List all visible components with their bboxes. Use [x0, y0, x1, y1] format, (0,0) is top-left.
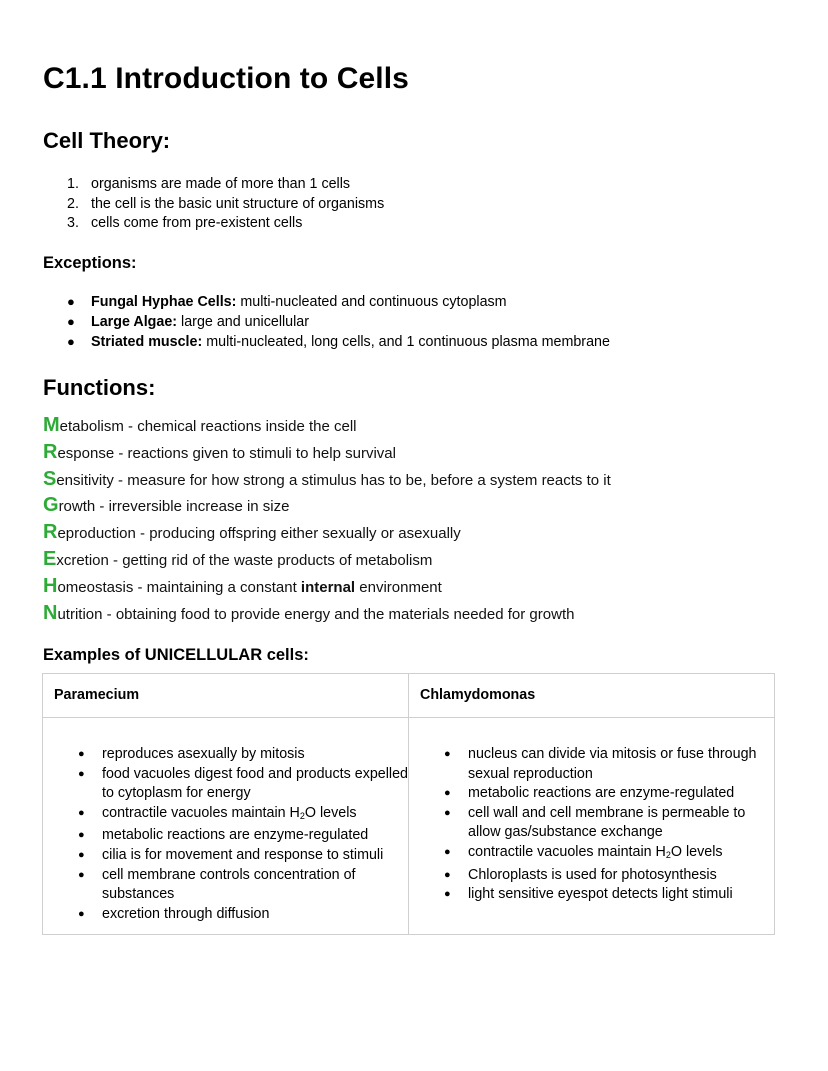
functions-heading: Functions: [43, 375, 156, 400]
list-item: ● metabolic reactions are enzyme-regulated [78, 826, 408, 846]
list-item: ● contractile vacuoles maintain $H_2O$ levels [444, 843, 774, 866]
list-item: ● Fungal Hyphae Cells: multi-nucleated and continuous cytoplasm [67, 294, 507, 310]
function-item: Excretion - getting rid of the waste products of metabolism [43, 547, 433, 570]
list-item: ● cell membrane controls concentration of substances [78, 866, 408, 905]
exceptions-heading: Exceptions: [43, 254, 137, 272]
chlamydomonas-list [409, 745, 774, 905]
list-item: ● food vacuoles digest food and products expelled to cytoplasm for energy [78, 765, 408, 804]
list-item: 3. cells come from pre-existent cells [67, 215, 303, 232]
cell-theory-heading: Cell Theory: [43, 128, 171, 153]
function-item: Nutrition - obtaining food to provide energy and the materials needed for growth [43, 601, 575, 624]
function-item: Metabolism - chemical reactions inside the cell [43, 414, 357, 436]
function-item: Homeostasis - maintaining a constant internal environment [43, 574, 442, 597]
table-header-paramecium: Paramecium [43, 674, 409, 718]
list-item: ● metabolic reactions are enzyme-regulated [444, 784, 774, 804]
list-item: ● cilia is for movement and response to stimuli [78, 846, 408, 866]
list-item: ● excretion through diffusion [78, 905, 408, 925]
functions-list [43, 413, 611, 627]
function-item: Growth - irreversible increase in size [43, 494, 290, 517]
list-item: ● nucleus can divide via mitosis or fuse through sexual reproduction [444, 745, 774, 784]
list-item: ● light sensitive eyespot detects light stimuli [444, 885, 774, 905]
list-item: ● Large Algae: large and unicellular [67, 314, 310, 330]
examples-heading: Examples of UNICELLULAR cells: [43, 646, 309, 664]
table-header-row [43, 674, 775, 718]
list-item: 2. the cell is the basic unit structure of organisms [67, 195, 385, 212]
function-item: Response - reactions given to stimuli to help survival [43, 440, 396, 463]
cell-theory-list [67, 175, 384, 234]
list-item: ● cell wall and cell membrane is permeable to allow gas/substance exchange [444, 804, 774, 843]
exceptions-list [67, 292, 610, 352]
function-item: Reproduction - producing offspring either sexually or asexually [43, 521, 461, 544]
list-item: 1. organisms are made of more than 1 cells [67, 176, 351, 192]
table-row [43, 718, 775, 935]
function-item: Sensitivity - measure for how strong a stimulus has to be, before a system reacts to it [43, 467, 611, 490]
list-item: ● Striated muscle: multi-nucleated, long cells, and 1 continuous plasma membrane [67, 334, 610, 350]
paramecium-list [43, 745, 408, 924]
bullet-icon: ● [67, 294, 75, 309]
list-item: ● contractile vacuoles maintain $H_2O$ levels [78, 804, 408, 827]
paramecium-cell [43, 718, 409, 935]
list-item: ● Chloroplasts is used for photosynthesis [444, 866, 774, 886]
table-header-chlamydomonas: Chlamydomonas [409, 674, 775, 718]
list-item: ● reproduces asexually by mitosis [78, 745, 408, 765]
page-title: C1.1 Introduction to Cells [43, 62, 409, 95]
bullet-icon: ● [67, 314, 75, 329]
chlamydomonas-cell [409, 718, 775, 935]
bullet-icon: ● [67, 334, 75, 349]
unicellular-table [42, 673, 775, 935]
